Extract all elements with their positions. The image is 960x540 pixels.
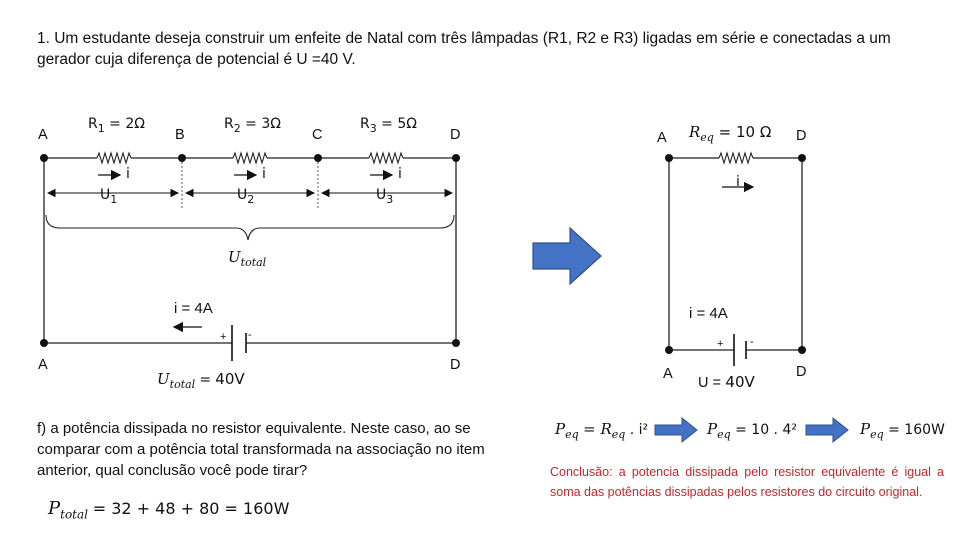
resistor-r3 [369, 153, 403, 163]
power-step-3: $P_{eq} = 160W$ [860, 420, 945, 442]
right-plus-label: + [717, 338, 724, 350]
resistor-r2 [233, 153, 267, 163]
node-d-bottom-label: D [450, 357, 461, 373]
r3-label: $R_3 = 5\Omega$ [360, 116, 417, 135]
i-label-2: i [262, 166, 266, 182]
chain-arrow-2-icon [806, 418, 848, 442]
right-u-value: U = 40V [698, 373, 755, 391]
node-d-label: D [450, 127, 461, 143]
node-a-bottom-label: A [38, 357, 48, 373]
right-node-a-bottom-label: A [663, 366, 673, 382]
item-f-question: f) a potência dissipada no resistor equivalente. Neste caso, ao se comparar com a potência total transformada na associação no item anterior, qual conclusão você pode tirar? [37, 420, 485, 479]
u-total-label: $U_{total}$ [228, 248, 267, 269]
r1-label: $R_1 = 2\Omega$ [88, 116, 145, 135]
left-plus-label: + [220, 331, 227, 343]
i-label-3: i [398, 166, 402, 182]
question-title: 1. Um estudante deseja construir um enfeite de Natal com três lâmpadas (R1, R2 e R3) ligadas em série e conectadas a um gerador cuja diferença de potencial é U =40 V. [37, 30, 891, 68]
transform-arrow-icon [533, 228, 601, 284]
i-label-1: i [126, 166, 130, 182]
u-total-value: $U_{total} = 40V$ [157, 370, 245, 391]
u2-label: $U_2$ [237, 187, 255, 206]
u-total-brace [46, 215, 454, 240]
right-node-a-label: A [657, 130, 667, 146]
node-b-label: B [175, 127, 185, 143]
right-node-d-label: D [796, 128, 807, 144]
right-battery [734, 334, 746, 366]
resistor-req [719, 153, 753, 163]
u3-label: $U_3$ [376, 187, 394, 206]
right-i-label: i [736, 174, 740, 190]
conclusion-text: Conclusão: a potencia dissipada pelo resistor equivalente é igual a soma das potências dissipadas pelos resistores do circuito original. [550, 465, 944, 499]
chain-arrow-1-icon [655, 418, 697, 442]
u1-label: $U_1$ [100, 187, 118, 206]
resistor-r1 [97, 153, 131, 163]
req-label: $R_{eq} = 10$ Ω [689, 123, 772, 145]
node-a-label: A [38, 127, 48, 143]
power-step-1: $P_{eq} = R_{eq}$ . i² [555, 420, 649, 442]
power-step-2: $P_{eq} = 10$ . 4² [707, 420, 797, 442]
r2-label: $R_2 = 3\Omega$ [224, 116, 281, 135]
left-current-label: i = 4A [174, 300, 213, 317]
left-minus-label: - [248, 329, 252, 341]
node-c-label: C [312, 127, 323, 143]
right-minus-label: - [750, 336, 754, 348]
right-node-d-bottom-label: D [796, 364, 807, 380]
left-battery [232, 325, 246, 361]
right-current-label: i = 4A [689, 305, 728, 322]
p-total-formula: $P_{total} = 32 + 48 + 80 = 160W$ [48, 498, 290, 522]
